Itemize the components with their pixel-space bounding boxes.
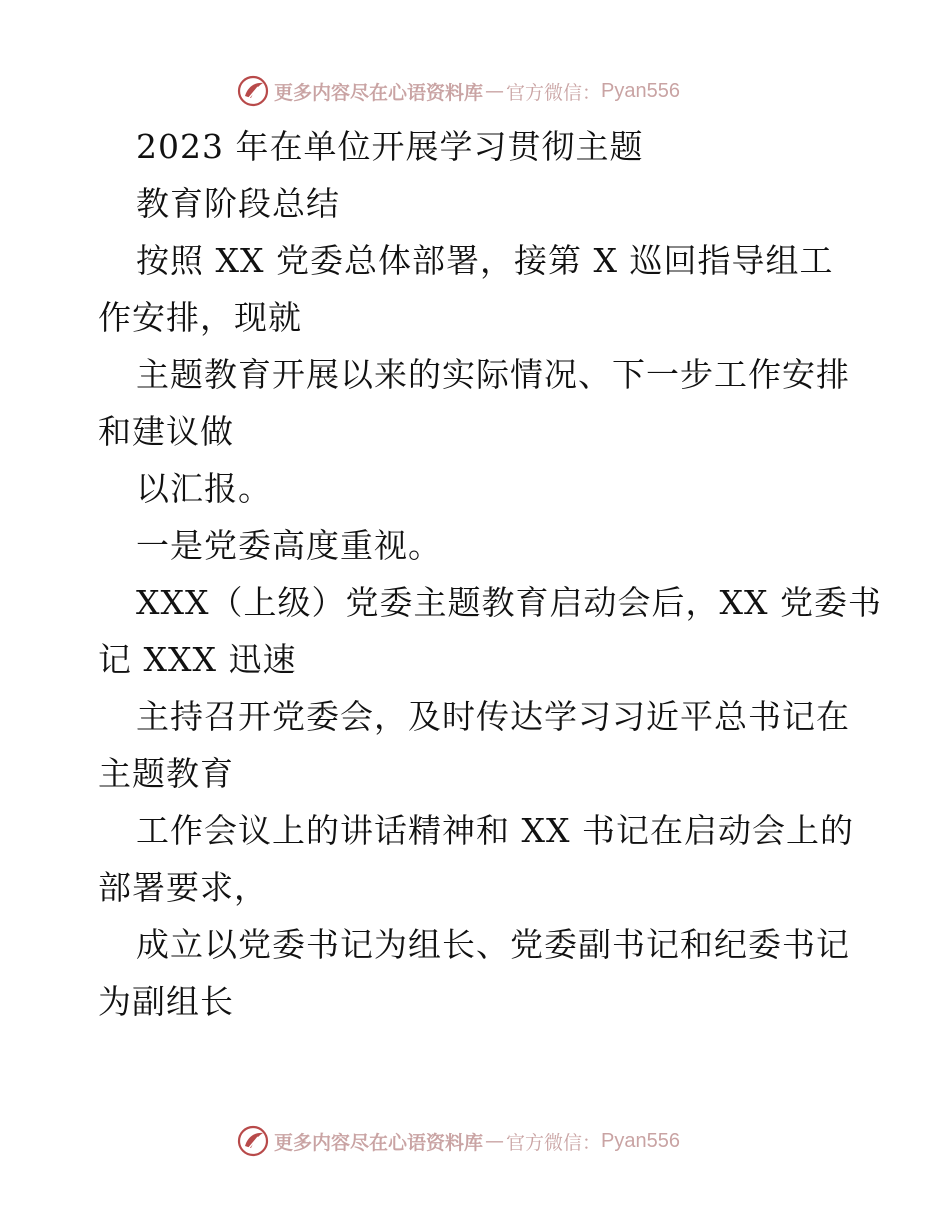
doc-line: 2023 年在单位开展学习贯彻主题 [136, 127, 644, 166]
doc-line: 主题教育开展以来的实际情况、下一步工作安排 [136, 355, 850, 394]
doc-line: 成立以党委书记为组长、党委副书记和纪委书记 [136, 925, 850, 964]
doc-line: 部署要求， [98, 868, 268, 907]
watermark-account: Pyan556 [601, 1129, 680, 1152]
watermark-separator: — [485, 80, 505, 102]
watermark-header [236, 74, 680, 108]
watermark-main-text: 更多内容尽在心语资料库 [274, 1131, 484, 1154]
doc-line: 记 XXX 迅速 [98, 640, 297, 679]
doc-line: 和建议做 [98, 412, 234, 451]
watermark-main-text: 更多内容尽在心语资料库 [274, 81, 484, 104]
brand-logo-icon [236, 1124, 270, 1158]
doc-line: 按照 XX 党委总体部署，接第 X 巡回指导组工 [136, 241, 834, 280]
doc-line: 作安排，现就 [98, 298, 302, 337]
document-body [98, 124, 882, 1036]
doc-line: 工作会议上的讲话精神和 XX 书记在启动会上的 [136, 811, 854, 850]
doc-line: XXX（上级）党委主题教育启动会后，XX 党委书 [136, 583, 882, 622]
doc-line: 以汇报。 [136, 469, 272, 508]
watermark-sub-text: 官方微信： [506, 1131, 602, 1154]
doc-line: 教育阶段总结 [136, 184, 340, 223]
watermark-separator: — [485, 1130, 505, 1152]
doc-line: 主题教育 [98, 754, 234, 793]
watermark-sub-text: 官方微信： [506, 81, 602, 104]
watermark-footer [236, 1124, 680, 1158]
doc-line: 一是党委高度重视。 [136, 526, 442, 565]
brand-logo-icon [236, 74, 270, 108]
watermark-account: Pyan556 [601, 79, 680, 102]
doc-line: 主持召开党委会，及时传达学习习近平总书记在 [136, 697, 850, 736]
doc-line: 为副组长 [98, 982, 234, 1021]
